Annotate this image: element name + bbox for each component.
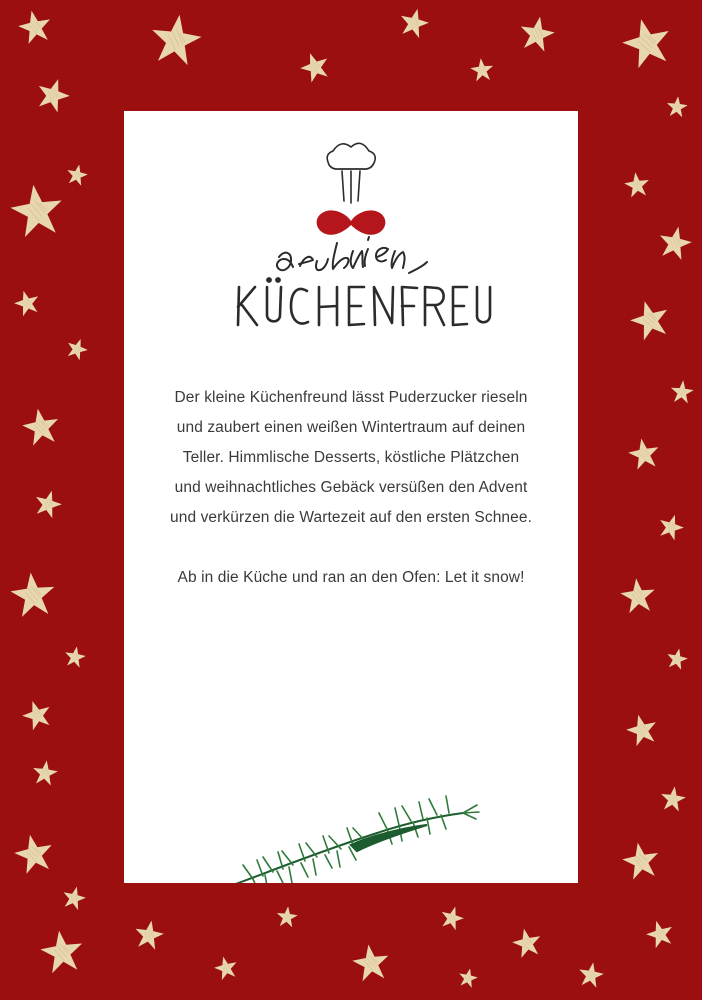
star-icon <box>64 162 90 188</box>
star-icon <box>59 883 88 912</box>
star-icon <box>37 927 87 977</box>
star-icon <box>655 511 688 544</box>
star-icon <box>132 918 167 953</box>
star-icon <box>19 405 63 449</box>
star-icon <box>623 711 662 750</box>
fir-sprig-icon <box>201 759 501 883</box>
star-icon <box>576 960 606 990</box>
brand-logo <box>124 125 578 340</box>
star-icon <box>622 170 651 199</box>
star-icon <box>456 966 480 990</box>
star-icon <box>437 903 467 933</box>
star-icon <box>655 223 695 263</box>
star-icon <box>63 335 91 363</box>
star-icon <box>396 5 432 41</box>
logo-script-word <box>277 237 427 273</box>
star-icon <box>296 48 334 86</box>
star-icon <box>32 74 75 117</box>
star-icon <box>665 95 689 119</box>
star-icon <box>509 925 545 961</box>
star-icon <box>619 839 663 883</box>
star-icon <box>275 905 299 929</box>
star-icon <box>31 487 66 522</box>
star-icon <box>62 644 87 669</box>
star-icon <box>10 830 57 877</box>
star-icon <box>643 917 678 952</box>
blurb-paragraph-1: Der kleine Küchenfreund lässt Puderzucker rieseln und zaubert einen weißen Wintertraum auf deinen Teller. Himmlische Desserts, köstliche Plätzchen und weihnachtliches Gebäck versüßen den Advent und verkürzen die Wartezeit auf den ersten Schnee. <box>170 389 532 526</box>
chef-hat-icon <box>327 143 375 203</box>
star-icon <box>11 287 43 319</box>
star-icon <box>617 13 678 74</box>
star-icon <box>669 379 695 405</box>
star-icon <box>211 953 240 982</box>
logo-artwork <box>201 125 501 335</box>
star-icon <box>516 13 558 55</box>
star-icon <box>18 696 56 734</box>
blurb-text <box>168 383 534 593</box>
star-icon <box>30 758 59 787</box>
star-icon <box>8 570 59 621</box>
blurb-paragraph-2: Ab in die Küche und ran an den Ofen: Let it snow! <box>177 569 525 586</box>
star-icon <box>7 181 68 242</box>
star-icon <box>625 295 674 344</box>
star-icon <box>350 942 393 985</box>
logo-main-word <box>238 278 490 325</box>
star-icon <box>15 7 55 47</box>
mustache-icon <box>317 210 386 234</box>
card-panel <box>124 111 578 883</box>
star-icon <box>469 57 495 83</box>
star-icon <box>625 435 662 472</box>
star-icon <box>664 646 690 672</box>
star-icon <box>658 784 687 813</box>
star-icon <box>618 576 658 616</box>
star-icon <box>147 11 206 70</box>
